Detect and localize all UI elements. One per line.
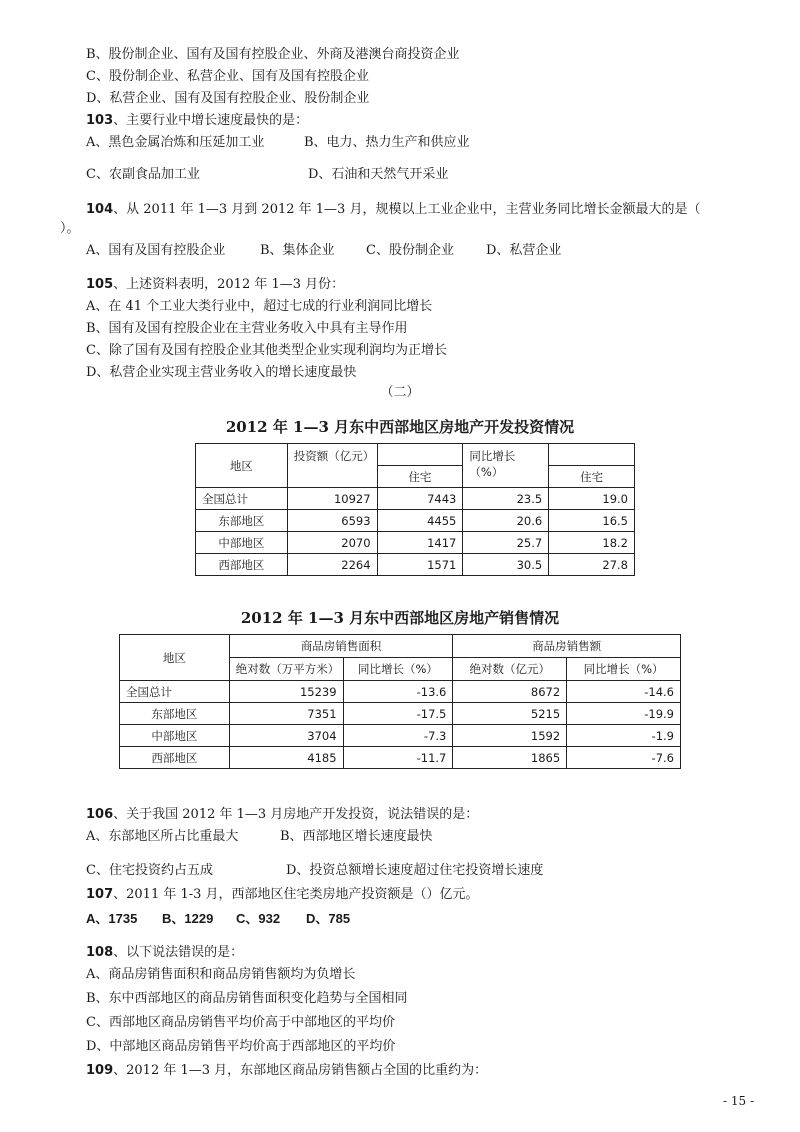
table-row xyxy=(196,510,635,532)
cell-sales-growth: -7.6 xyxy=(567,747,681,769)
header-area-growth: 同比增长（%） xyxy=(343,658,453,681)
header-investment: 投资额（亿元） xyxy=(287,444,377,488)
header-blank-2 xyxy=(549,444,635,466)
cell-house-growth: 18.2 xyxy=(549,532,635,554)
investment-table xyxy=(195,443,635,576)
q105-option-a: A、在 41 个工业大类行业中，超过七成的行业利润同比增长 xyxy=(86,299,433,314)
cell-area-growth: -13.6 xyxy=(343,681,453,703)
q108-option-a: A、商品房销售面积和商品房销售额均为负增长 xyxy=(86,967,356,982)
header-region: 地区 xyxy=(196,444,288,488)
q103-option-b: B、电力、热力生产和供应业 xyxy=(304,135,470,150)
cell-region: 西部地区 xyxy=(196,554,288,576)
question-number: 103 xyxy=(86,113,114,128)
question-stem: 、关于我国 2012 年 1—3 月房地产开发投资，说法错误的是： xyxy=(113,807,479,822)
question-105 xyxy=(86,276,344,294)
q108-option-b: B、东中西部地区的商品房销售面积变化趋势与全国相同 xyxy=(86,991,408,1006)
q106-option-b: B、西部地区增长速度最快 xyxy=(280,829,433,844)
q107-option-a: A、1735 xyxy=(86,911,138,926)
table-row xyxy=(196,532,635,554)
cell-area-growth: -11.7 xyxy=(343,747,453,769)
cell-investment: 6593 xyxy=(287,510,377,532)
question-number: 106 xyxy=(86,807,114,822)
question-stem: 、上述资料表明，2012 年 1—3 月份： xyxy=(113,277,345,292)
q106-option-c: C、住宅投资约占五成 xyxy=(86,863,213,878)
cell-sales: 5215 xyxy=(453,703,567,725)
question-number: 109 xyxy=(86,1063,114,1078)
question-number: 107 xyxy=(86,887,114,902)
cell-house-investment: 4455 xyxy=(377,510,463,532)
header-house: 住宅 xyxy=(377,466,463,488)
cell-area: 4185 xyxy=(229,747,343,769)
cell-sales-growth: -1.9 xyxy=(567,725,681,747)
cell-house-investment: 7443 xyxy=(377,488,463,510)
cell-house-investment: 1417 xyxy=(377,532,463,554)
header-region: 地区 xyxy=(120,635,230,681)
cell-area-growth: -17.5 xyxy=(343,703,453,725)
question-107 xyxy=(86,886,479,904)
cell-house-investment: 1571 xyxy=(377,554,463,576)
cell-area-growth: -7.3 xyxy=(343,725,453,747)
cell-region: 中部地区 xyxy=(120,725,230,747)
cell-house-growth: 19.0 xyxy=(549,488,635,510)
cell-growth: 20.6 xyxy=(463,510,549,532)
table2-title: 2012 年 1—3 月东中西部地区房地产销售情况 xyxy=(240,609,560,627)
question-stem: 、主要行业中增长速度最快的是： xyxy=(113,113,309,128)
table-row xyxy=(196,554,635,576)
q108-option-c: C、西部地区商品房销售平均价高于中部地区的平均价 xyxy=(86,1015,395,1030)
q106-option-a: A、东部地区所占比重最大 xyxy=(86,829,239,844)
header-house-growth: 住宅 xyxy=(549,466,635,488)
q105-option-d: D、私营企业实现主营业务收入的增长速度最快 xyxy=(86,365,357,380)
question-109 xyxy=(86,1062,487,1080)
cell-region: 西部地区 xyxy=(120,747,230,769)
cell-investment: 2070 xyxy=(287,532,377,554)
cell-growth: 25.7 xyxy=(463,532,549,554)
table-row xyxy=(120,703,681,725)
cell-sales-growth: -14.6 xyxy=(567,681,681,703)
table-row xyxy=(120,725,681,747)
header-blank-1 xyxy=(377,444,463,466)
q103-option-c: C、农副食品加工业 xyxy=(86,167,200,182)
cell-region: 全国总计 xyxy=(120,681,230,703)
header-absolute-area: 绝对数（万平方米） xyxy=(229,658,343,681)
table-row xyxy=(120,681,681,703)
q104-option-a: A、国有及国有控股企业 xyxy=(86,243,226,258)
cell-growth: 23.5 xyxy=(463,488,549,510)
question-stem: 、以下说法错误的是： xyxy=(113,945,244,960)
question-number: 105 xyxy=(86,277,114,292)
table-row xyxy=(196,488,635,510)
question-number: 108 xyxy=(86,945,114,960)
question-104 xyxy=(86,201,700,219)
q104-option-d: D、私营企业 xyxy=(486,243,562,258)
q107-option-b: B、1229 xyxy=(162,911,214,926)
option-line-c: C、股份制企业、私营企业、国有及国有控股企业 xyxy=(86,69,369,84)
question-108 xyxy=(86,944,243,962)
cell-house-growth: 27.8 xyxy=(549,554,635,576)
cell-region: 东部地区 xyxy=(120,703,230,725)
option-line-b: B、股份制企业、国有及国有控股企业、外商及港澳台商投资企业 xyxy=(86,47,460,62)
header-absolute-sales: 绝对数（亿元） xyxy=(453,658,567,681)
cell-area: 3704 xyxy=(229,725,343,747)
q104-option-c: C、股份制企业 xyxy=(366,243,454,258)
cell-house-growth: 16.5 xyxy=(549,510,635,532)
cell-sales: 8672 xyxy=(453,681,567,703)
sales-table xyxy=(119,634,681,769)
question-104-cont: ）。 xyxy=(60,221,80,236)
question-number: 104 xyxy=(86,202,114,217)
question-103 xyxy=(86,112,308,130)
q105-option-c: C、除了国有及国有控股企业其他类型企业实现利润均为正增长 xyxy=(86,343,447,358)
table-row xyxy=(120,747,681,769)
header-sales-area: 商品房销售面积 xyxy=(229,635,453,658)
q105-option-b: B、国有及国有控股企业在主营业务收入中具有主导作用 xyxy=(86,321,408,336)
page-number: - 15 - xyxy=(722,1094,754,1108)
cell-investment: 2264 xyxy=(287,554,377,576)
q107-option-c: C、932 xyxy=(236,911,281,926)
q103-option-a: A、黑色金属冶炼和压延加工业 xyxy=(86,135,265,150)
section-label: （二） xyxy=(380,385,420,400)
q106-option-d: D、投资总额增长速度超过住宅投资增长速度 xyxy=(286,863,544,878)
q107-option-d: D、785 xyxy=(306,911,351,926)
table1-title: 2012 年 1—3 月东中西部地区房地产开发投资情况 xyxy=(225,418,575,436)
cell-region: 东部地区 xyxy=(196,510,288,532)
cell-area: 15239 xyxy=(229,681,343,703)
question-stem: 、从 2011 年 1—3 月到 2012 年 1—3 月，规模以上工业企业中，主营业务同比增长金额最大的是（ xyxy=(113,202,701,217)
header-growth: 同比增长（%） xyxy=(463,444,549,488)
cell-region: 全国总计 xyxy=(196,488,288,510)
cell-region: 中部地区 xyxy=(196,532,288,554)
question-stem: 、2012 年 1—3 月，东部地区商品房销售额占全国的比重约为： xyxy=(113,1063,488,1078)
cell-investment: 10927 xyxy=(287,488,377,510)
cell-sales: 1592 xyxy=(453,725,567,747)
cell-area: 7351 xyxy=(229,703,343,725)
question-106 xyxy=(86,806,478,824)
cell-sales-growth: -19.9 xyxy=(567,703,681,725)
q103-option-d: D、石油和天然气开采业 xyxy=(308,167,449,182)
q104-option-b: B、集体企业 xyxy=(260,243,335,258)
header-sales-amount: 商品房销售额 xyxy=(453,635,681,658)
question-stem: 、2011 年 1-3 月，西部地区住宅类房地产投资额是（）亿元。 xyxy=(113,887,479,902)
cell-growth: 30.5 xyxy=(463,554,549,576)
cell-sales: 1865 xyxy=(453,747,567,769)
option-line-d: D、私营企业、国有及国有控股企业、股份制企业 xyxy=(86,91,370,106)
q108-option-d: D、中部地区商品房销售平均价高于西部地区的平均价 xyxy=(86,1039,396,1054)
header-sales-growth: 同比增长（%） xyxy=(567,658,681,681)
